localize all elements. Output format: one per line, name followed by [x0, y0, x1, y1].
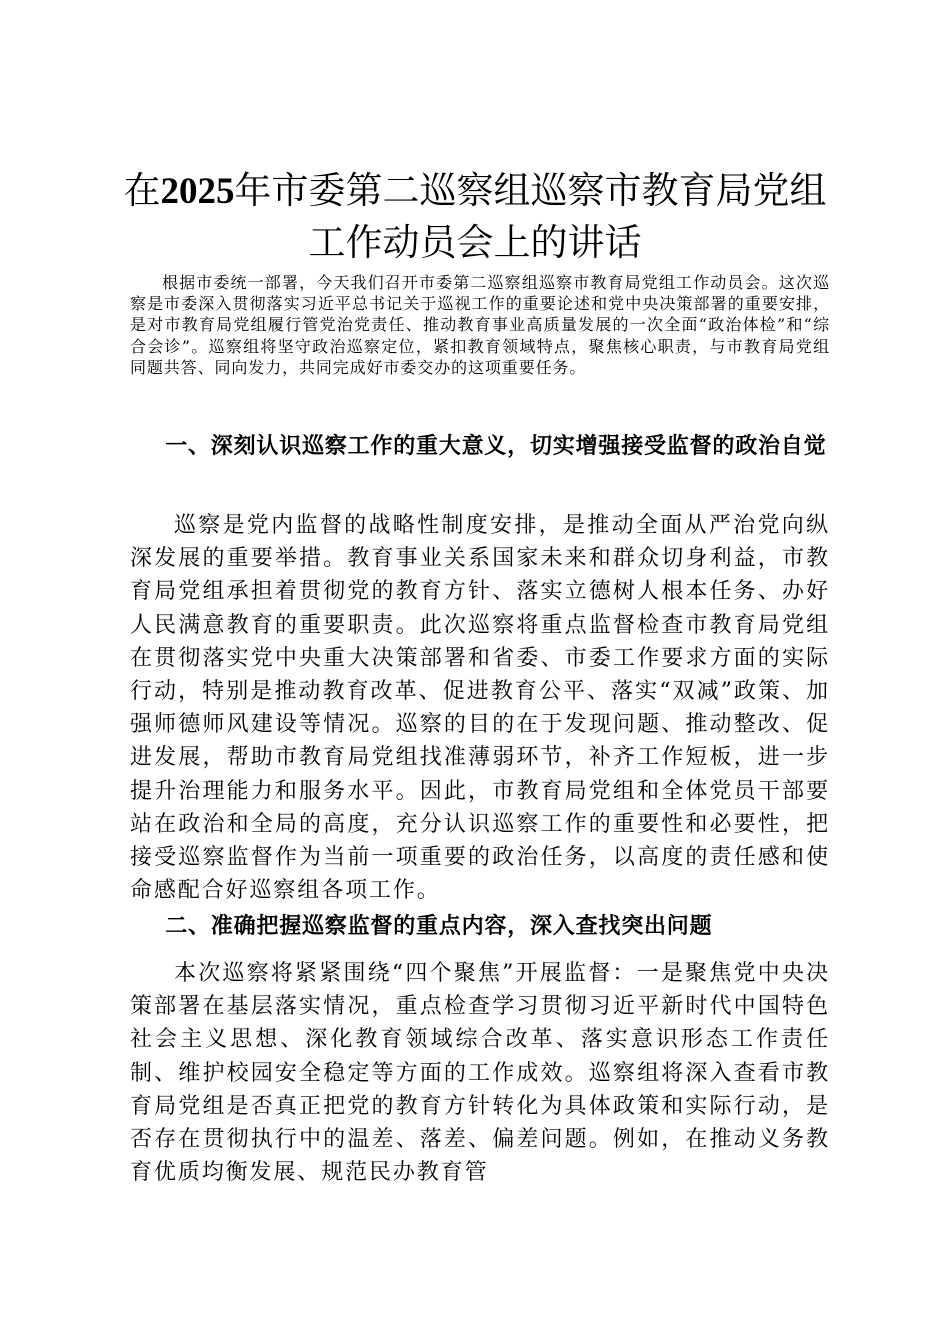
document-title-line-2: 工作动员会上的讲话 [308, 221, 642, 264]
title-year: 2025 [160, 171, 235, 212]
document-title-line-1 [120, 166, 830, 217]
section-2-heading: 二、准确把握巡察监督的重点内容，深入查找突出问题 [165, 913, 713, 939]
title-line-1-rest: 年市委第二巡察组巡察市教育局党组 [234, 169, 827, 212]
section-1-paragraph: 巡察是党内监督的战略性制度安排，是推动全面从严治党向纵深发展的重要举措。教育事业关系国家未来和群众切身利益，市教育局党组承担着贯彻党的教育方针、落实立德树人根本任务、办好人民满意教育的重要职责。此次巡察将重点监督检查市教育局党组在贯彻落实党中央重大决策部署和省委、市委工作要求方面的实际行动，特别是推动教育改革、促进教育公平、落实“双减”政策、加强师德师风建设等情况。巡察的目的在于发现问题、推动整改、促进发展，帮助市教育局党组找准薄弱环节，补齐工作短板，进一步提升治理能力和服务水平。因此，市教育局党组和全体党员干部要站在政治和全局的高度，充分认识巡察工作的重要性和必要性，把接受巡察监督作为当前一项重要的政治任务，以高度的责任感和使命感配合好巡察组各项工作。 [130, 513, 830, 904]
section-1-heading: 一、深刻认识巡察工作的重大意义，切实增强接受监督的政治自觉 [165, 433, 827, 459]
section-2-paragraph: 本次巡察将紧紧围绕“四个聚焦”开展监督：一是聚焦党中央决策部署在基层落实情况，重点检查学习贯彻习近平新时代中国特色社会主义思想、深化教育领域综合改革、落实意识形态工作责任制、维护校园安全稳定等方面的工作成效。巡察组将深入查看市教育局党组是否真正把党的教育方针转化为具体政策和实际行动，是否存在贯彻执行中的温差、落差、偏差问题。例如，在推动义务教育优质均衡发展、规范民办教育管 [130, 961, 830, 1186]
title-prefix: 在 [123, 169, 161, 212]
intro-paragraph: 根据市委统一部署，今天我们召开市委第二巡察组巡察市教育局党组工作动员会。这次巡察是市委深入贯彻落实习近平总书记关于巡视工作的重要论述和党中央决策部署的重要安排，是对市教育局党组履行管党治党责任、推动教育事业高质量发展的一次全面“政治体检”和“综合会诊”。巡察组将坚守政治巡察定位，紧扣教育领域特点，聚焦核心职责，与市教育局党组同题共答、同向发力，共同完成好市委交办的这项重要任务。 [130, 273, 830, 377]
